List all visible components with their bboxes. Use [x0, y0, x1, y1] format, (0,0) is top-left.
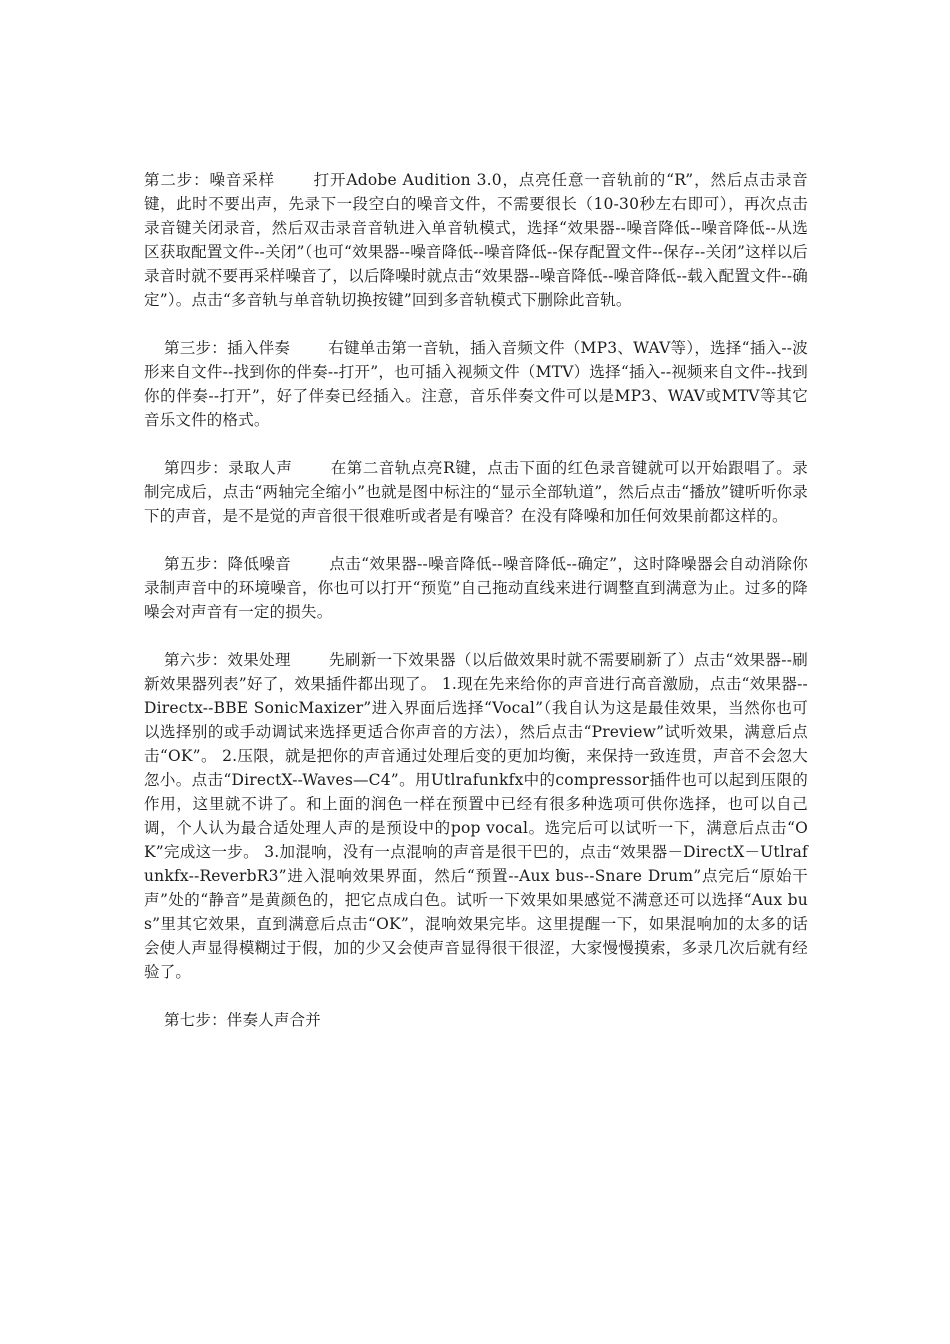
document-body — [144, 168, 808, 1056]
step-text: 先刷新一下效果器（以后做效果时就不需要刷新了）点击“效果器--刷新效果器列表”好了，效果插件都出现了。 1.现在先来给你的声音进行高音激励，点击“效果器--Directx--BBE SonicMaxizer”进入界面后选择“Vocal”（我自认为这是最佳效果，当然你也可以选择别的或手动调试来选择更适合你声音的方法），然后点击“Preview”试听效果，满意后点击“OK”。 2.压限，就是把你的声音通过处理后变的更加均衡，来保持一致连贯，声音不会忽大忽小。点击“DirectX--Waves—C4”。用Utlrafunkfx中的compressor插件也可以起到压限的作用，这里就不讲了。和上面的润色一样在预置中已经有很多种选项可供你选择，也可以自己调，个人认为最合适处理人声的是预设中的pop vocal。选完后可以试听一下，满意后点击“OK”完成这一步。 3.加混响，没有一点混响的声音是很干巴的，点击“效果器－DirectX－Utlrafunkfx--ReverbR3”进入混响效果界面，然后“预置--Aux bus--Snare Drum”点完后“原始干声”处的“静音”是黄颜色的，把它点成白色。试听一下效果如果感觉不满意还可以选择“Aux bus”里其它效果，直到满意后点击“OK”，混响效果完毕。这里提醒一下，如果混响加的太多的话会使人声显得模糊过于假，加的少又会使声音显得很干很涩，大家慢慢摸索，多录几次后就有经验了。 — [144, 651, 808, 981]
paragraph-step-4 — [144, 456, 808, 528]
step-heading: 第五步：降低噪音 — [164, 555, 292, 573]
step-text: 打开Adobe Audition 3.0，点亮任意一音轨前的“R”，然后点击录音键，此时不要出声，先录下一段空白的噪音文件，不需要很长（10-30秒左右即可），再次点击录音键关闭录音，然后双击录音音轨进入单音轨模式，选择“效果器--噪音降低--噪音降低--从选区获取配置文件--关闭”（也可“效果器--噪音降低--噪音降低--保存配置文件--保存--关闭”这样以后录音时就不要再采样噪音了，以后降噪时就点击“效果器--噪音降低--噪音降低--载入配置文件--确定”）。点击“多音轨与单音轨切换按键”回到多音轨模式下删除此音轨。 — [144, 171, 808, 309]
step-heading: 第六步：效果处理 — [164, 651, 291, 669]
paragraph-step-3 — [144, 336, 808, 432]
paragraph-step-2 — [144, 168, 808, 312]
step-heading: 第三步：插入伴奏 — [164, 339, 291, 357]
step-heading: 第七步：伴奏人声合并 — [164, 1011, 322, 1029]
paragraph-step-6 — [144, 648, 808, 984]
step-text: 在第二音轨点亮R键，点击下面的红色录音键就可以开始跟唱了。录制完成后，点击“两轴完全缩小”也就是图中标注的“显示全部轨道”，然后点击“播放”键听听你录下的声音，是不是觉的声音很干很难听或者是有噪音？在没有降噪和加任何效果前都这样的。 — [144, 459, 808, 525]
step-text: 右键单击第一音轨，插入音频文件（MP3、WAV等），选择“插入--波形来自文件--找到你的伴奏--打开”，也可插入视频文件（MTV）选择“插入--视频来自文件--找到你的伴奏--打开”，好了伴奏已经插入。注意，音乐伴奏文件可以是MP3、WAV或MTV等其它音乐文件的格式。 — [144, 339, 809, 429]
paragraph-step-7 — [144, 1008, 808, 1032]
step-heading: 第二步：噪音采样 — [144, 171, 275, 189]
step-heading: 第四步：录取人声 — [164, 459, 293, 477]
paragraph-step-5 — [144, 552, 808, 624]
step-text: 点击“效果器--噪音降低--噪音降低--确定”，这时降噪器会自动消除你录制声音中的环境噪音，你也可以打开“预览”自己拖动直线来进行调整直到满意为止。过多的降噪会对声音有一定的损失。 — [144, 555, 808, 621]
